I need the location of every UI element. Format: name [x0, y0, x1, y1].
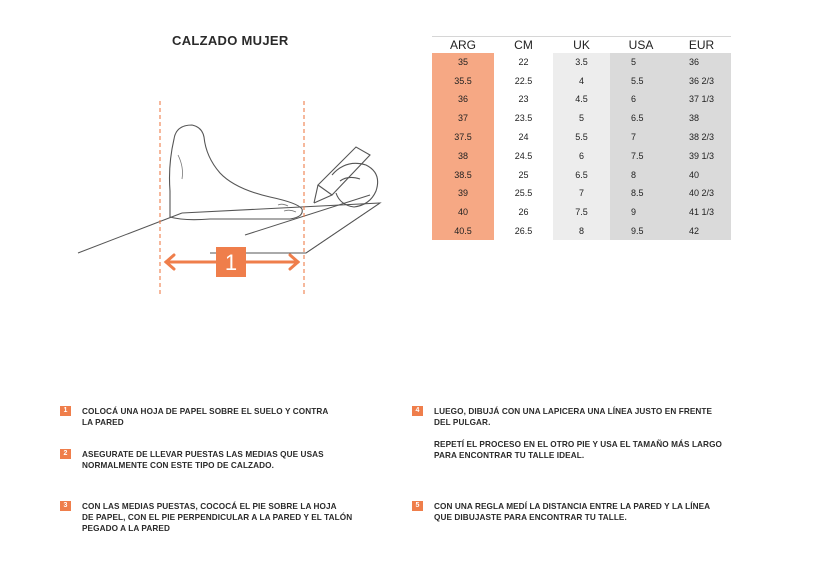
- cell-eur: 38 2/3: [672, 128, 731, 147]
- cell-uk: 3.5: [553, 53, 610, 72]
- cell-usa: 7: [610, 128, 672, 147]
- step-text: LUEGO, DIBUJÁ CON UNA LAPICERA UNA LÍNEA JUSTO EN FRENTE DEL PULGAR.: [434, 407, 713, 427]
- cell-usa: 6: [610, 90, 672, 109]
- step-text: ASEGURATE DE LLEVAR PUESTAS LAS MEDIAS QUE USAS NORMALMENTE CON ESTE TIPO DE CALZADO.: [82, 450, 324, 470]
- size-row: [432, 146, 731, 165]
- step-badge: 3: [60, 501, 71, 511]
- cell-eur: 36 2/3: [672, 71, 731, 90]
- cell-uk: 7: [553, 184, 610, 203]
- header-cm: CM: [494, 37, 553, 53]
- cell-usa: 8.5: [610, 184, 672, 203]
- cell-arg: 40.5: [432, 222, 494, 241]
- cell-usa: 9: [610, 203, 672, 222]
- cell-eur: 36: [672, 53, 731, 72]
- cell-cm: 24.5: [494, 146, 553, 165]
- cell-cm: 23: [494, 90, 553, 109]
- cell-usa: 6.5: [610, 109, 672, 128]
- cell-arg: 35.5: [432, 71, 494, 90]
- cell-usa: 5: [610, 53, 672, 72]
- cell-arg: 35: [432, 53, 494, 72]
- size-row: [432, 90, 731, 109]
- cell-eur: 40 2/3: [672, 184, 731, 203]
- size-row: [432, 222, 731, 241]
- step-badge: 2: [60, 449, 71, 459]
- cell-arg: 36: [432, 90, 494, 109]
- cell-arg: 37: [432, 109, 494, 128]
- cell-uk: 4.5: [553, 90, 610, 109]
- step-text: CON LAS MEDIAS PUESTAS, COCOCÁ EL PIE SOBRE LA HOJA DE PAPEL, CON EL PIE PERPENDICULAR A LA PARED Y EL TALÓN PEGADO A LA PARED: [82, 502, 353, 533]
- cell-cm: 26: [494, 203, 553, 222]
- size-row: [432, 109, 731, 128]
- cell-usa: 7.5: [610, 146, 672, 165]
- size-row: [432, 184, 731, 203]
- cell-cm: 22.5: [494, 71, 553, 90]
- cell-uk: 4: [553, 71, 610, 90]
- step-badge: 5: [412, 501, 423, 511]
- cell-eur: 37 1/3: [672, 90, 731, 109]
- cell-cm: 22: [494, 53, 553, 72]
- size-row: [432, 203, 731, 222]
- cell-uk: 8: [553, 222, 610, 241]
- cell-cm: 25: [494, 165, 553, 184]
- cell-arg: 38.5: [432, 165, 494, 184]
- step-badge: 1: [60, 406, 71, 416]
- repeat-note: REPETÍ EL PROCESO EN EL OTRO PIE Y USA EL TAMAÑO MÁS LARGO PARA ENCONTRAR TU TALLE IDEAL.: [434, 440, 723, 460]
- cell-uk: 5.5: [553, 128, 610, 147]
- size-row: [432, 53, 731, 72]
- cell-cm: 23.5: [494, 109, 553, 128]
- page-title: CALZADO MUJER: [172, 33, 289, 48]
- foot-outline: [170, 125, 303, 220]
- size-row: [432, 71, 731, 90]
- cell-arg: 40: [432, 203, 494, 222]
- step-text: COLOCÁ UNA HOJA DE PAPEL SOBRE EL SUELO Y CONTRA LA PARED: [82, 407, 329, 427]
- size-table-header: [432, 37, 731, 53]
- step-badge: 4: [412, 406, 423, 416]
- cell-arg: 38: [432, 146, 494, 165]
- cell-usa: 9.5: [610, 222, 672, 241]
- cell-eur: 41 1/3: [672, 203, 731, 222]
- cell-eur: 42: [672, 222, 731, 241]
- size-row: [432, 128, 731, 147]
- cell-eur: 38: [672, 109, 731, 128]
- step-3: [60, 501, 400, 534]
- measure-label: 1: [224, 250, 238, 275]
- step-4: [412, 406, 772, 428]
- cell-cm: 25.5: [494, 184, 553, 203]
- cell-uk: 6.5: [553, 165, 610, 184]
- step-text: CON UNA REGLA MEDÍ LA DISTANCIA ENTRE LA PARED Y LA LÍNEA QUE DIBUJASTE PARA ENCONTRAR TU TALLE.: [434, 502, 711, 522]
- cell-usa: 5.5: [610, 71, 672, 90]
- cell-cm: 24: [494, 128, 553, 147]
- header-usa: USA: [610, 37, 672, 53]
- step-1: [60, 406, 390, 428]
- cell-usa: 8: [610, 165, 672, 184]
- cell-eur: 39 1/3: [672, 146, 731, 165]
- cell-uk: 7.5: [553, 203, 610, 222]
- size-table: [432, 36, 731, 240]
- cell-cm: 26.5: [494, 222, 553, 241]
- step-5: [412, 501, 772, 523]
- foot-measure-illustration: [70, 95, 390, 300]
- cell-uk: 6: [553, 146, 610, 165]
- cell-arg: 37.5: [432, 128, 494, 147]
- cell-arg: 39: [432, 184, 494, 203]
- size-row: [432, 165, 731, 184]
- header-uk: UK: [553, 37, 610, 53]
- header-arg: ARG: [432, 37, 494, 53]
- cell-eur: 40: [672, 165, 731, 184]
- header-eur: EUR: [672, 37, 731, 53]
- cell-uk: 5: [553, 109, 610, 128]
- step-2: [60, 449, 390, 471]
